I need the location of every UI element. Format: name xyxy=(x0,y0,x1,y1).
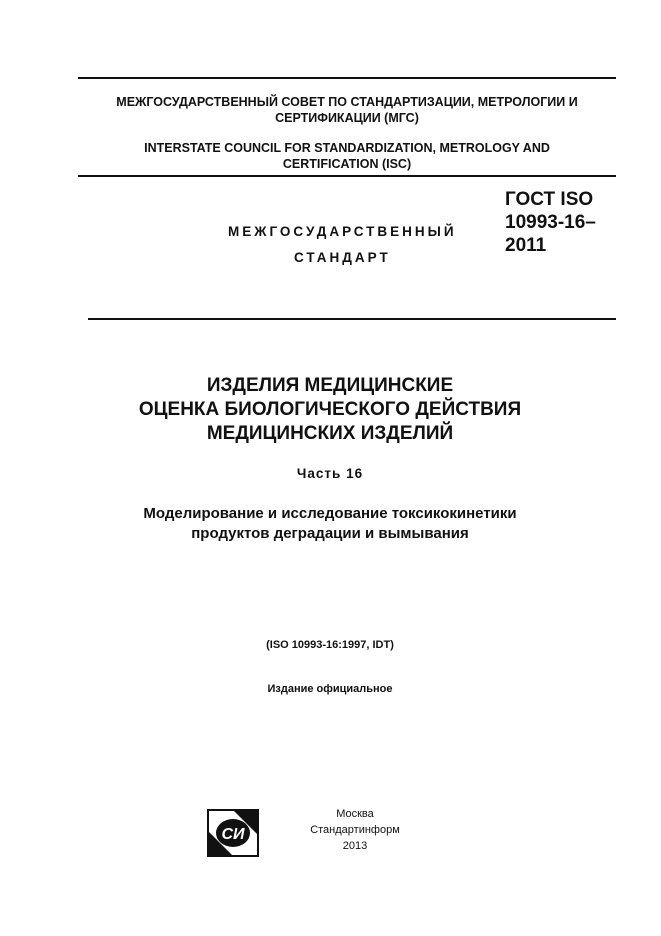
council-name-ru xyxy=(78,94,616,126)
council-ru-line-1: МЕЖГОСУДАРСТВЕННЫЙ СОВЕТ ПО СТАНДАРТИЗАЦИИ, МЕТРОЛОГИИ И xyxy=(116,95,578,109)
council-en-line-2: CERTIFICATION (ISC) xyxy=(282,157,412,171)
council-ru-line-2: СЕРТИФИКАЦИИ (МГС) xyxy=(275,111,419,125)
council-en-line-1: INTERSTATE COUNCIL FOR STANDARDIZATION, METROLOGY AND xyxy=(144,141,550,155)
document-title xyxy=(40,374,620,446)
publisher-name: Стандартинформ xyxy=(310,824,400,836)
title-line-3: МЕДИЦИНСКИХ ИЗДЕЛИЙ xyxy=(206,423,454,444)
logo-graphic xyxy=(207,809,259,857)
standard-type-line-1: МЕЖГОСУДАРСТВЕННЫЙ xyxy=(228,224,457,239)
title-line-1: ИЗДЕЛИЯ МЕДИЦИНСКИЕ xyxy=(206,375,454,396)
council-name-en xyxy=(78,140,616,172)
top-rule xyxy=(78,77,616,79)
standard-designation xyxy=(505,188,596,257)
council-rule xyxy=(78,175,616,177)
publisher-year: 2013 xyxy=(342,840,368,852)
header-rule xyxy=(88,318,616,320)
logo-letters: СИ xyxy=(221,826,245,843)
title-line-2: ОЦЕНКА БИОЛОГИЧЕСКОГО ДЕЙСТВИЯ xyxy=(138,399,522,420)
standartinform-logo-icon xyxy=(207,809,259,857)
subtitle-line-1: Моделирование и исследование токсикокинетики xyxy=(143,505,517,522)
standard-type-line-2: СТАНДАРТ xyxy=(294,250,391,265)
designation-line-2: 10993-16– xyxy=(505,212,596,233)
designation-line-3: 2011 xyxy=(505,235,547,256)
publisher-imprint xyxy=(290,806,420,854)
publisher-city: Москва xyxy=(336,808,374,820)
part-number: Часть 16 xyxy=(296,466,364,481)
document-subtitle xyxy=(40,504,620,544)
subtitle-line-2: продуктов деградации и вымывания xyxy=(191,525,469,542)
designation-line-1: ГОСТ ISO xyxy=(505,189,594,210)
edition-note: Издание официальное xyxy=(267,683,393,695)
iso-reference: (ISO 10993-16:1997, IDT) xyxy=(266,639,394,651)
